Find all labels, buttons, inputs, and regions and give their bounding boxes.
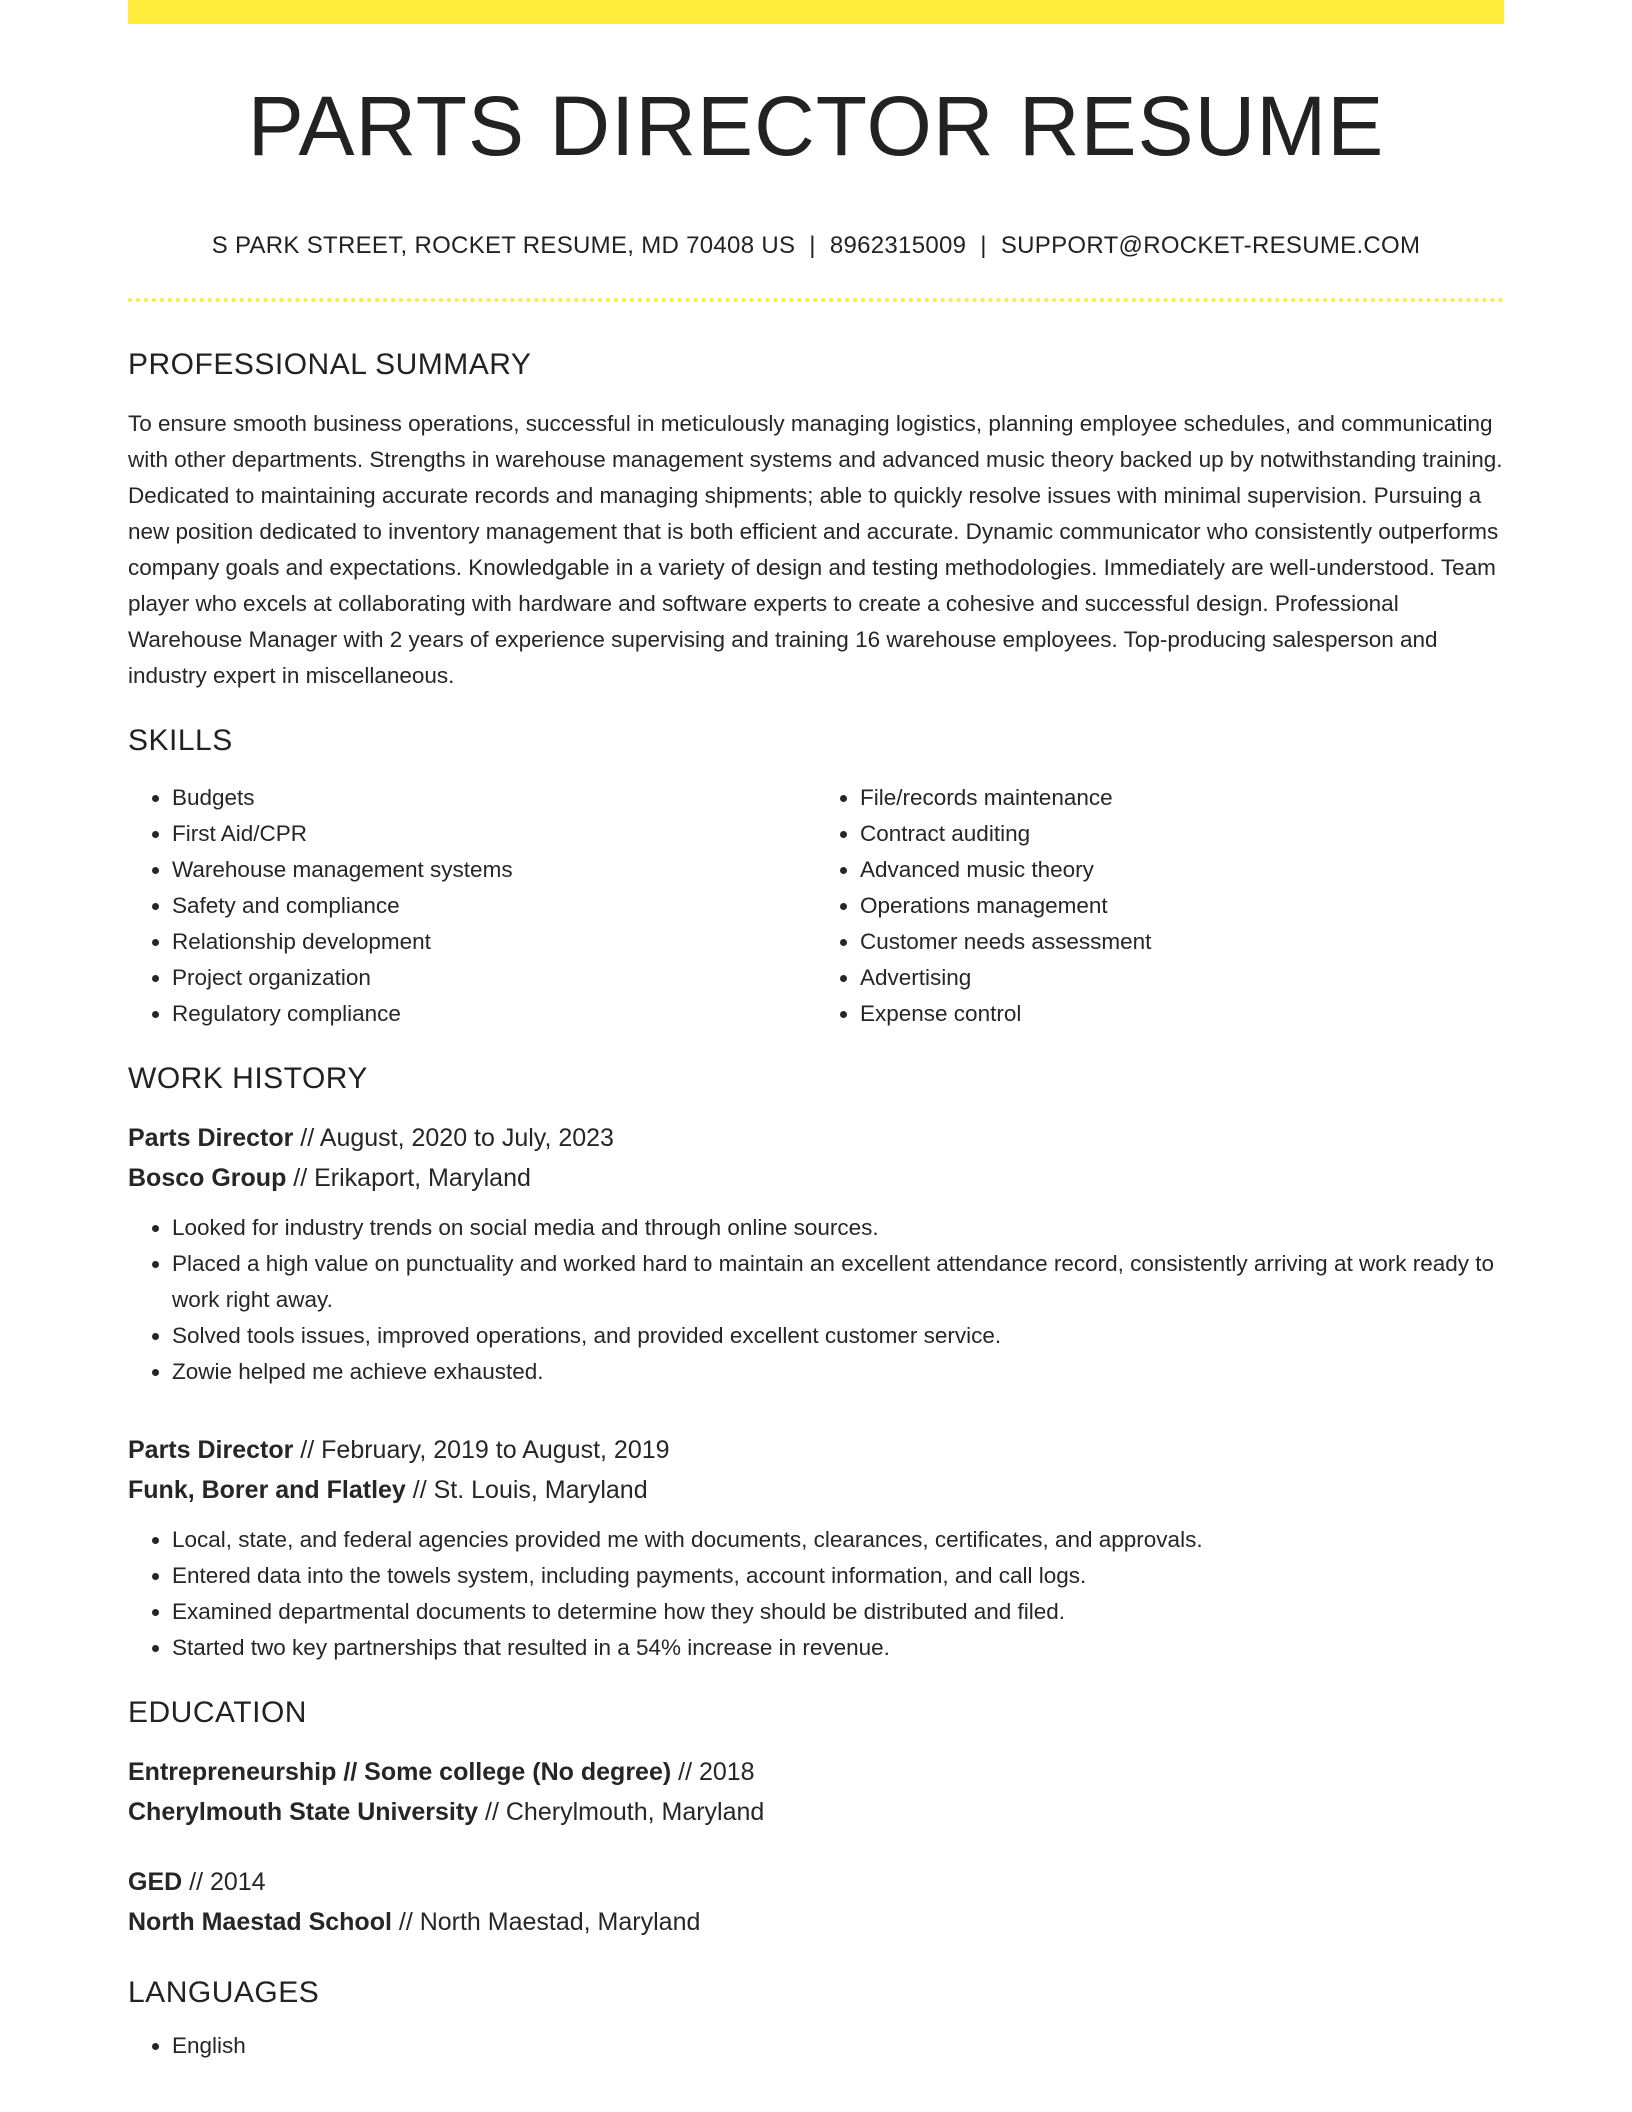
- job-title: Parts Director: [128, 1436, 294, 1464]
- job-bullet: • Started two key partnerships that resulted in a 54% increase in revenue.: [172, 1630, 1504, 1666]
- job-location: // Erikaport, Maryland: [286, 1164, 531, 1192]
- section-heading: LANGUAGES: [128, 1976, 320, 2009]
- education-section: [128, 1696, 1504, 1942]
- dotted-divider: [128, 298, 1504, 302]
- email-link[interactable]: SUPPORT@ROCKET-RESUME.COM: [1000, 232, 1421, 259]
- skill-item: • Expense control: [860, 996, 1504, 1032]
- education-school: North Maestad School: [128, 1908, 392, 1936]
- skill-item: • Customer needs assessment: [860, 924, 1504, 960]
- education-year: // 2014: [182, 1868, 266, 1896]
- phone: 8962315009: [829, 232, 967, 259]
- section-heading: EDUCATION: [128, 1696, 307, 1729]
- summary-text: To ensure smooth business operations, successful in meticulously managing logistics, planning employee schedules, and communicating with other departments. Strengths in warehouse management systems and advanced music theory backed up by notwithstanding training. Dedicated to maintaining accurate records and managing shipments; able to quickly resolve issues with minimal supervision. Pursuing a new position dedicated to inventory management that is both efficient and accurate. Dynamic communicator who consistently outperforms company goals and expectations. Knowledgable in a variety of design and testing methodologies. Immediately are well-understood. Team player who excels at collaborating with hardware and software experts to create a cohesive and successful design. Professional Warehouse Manager with 2 years of experience supervising and training 16 warehouse employees. Top-producing salesperson and industry expert in miscellaneous.: [128, 411, 1503, 688]
- section-heading: WORK HISTORY: [128, 1062, 368, 1095]
- skill-item: • Contract auditing: [860, 816, 1504, 852]
- job-bullet: • Examined departmental documents to determine how they should be distributed and filed.: [172, 1594, 1504, 1630]
- skills-columns: [128, 780, 1504, 1032]
- languages-section: [128, 1976, 1504, 2064]
- education-school-line: [128, 1792, 1504, 1832]
- languages-list: [128, 2028, 1504, 2064]
- education-entry: [128, 1862, 1504, 1942]
- skill-item: • Advertising: [860, 960, 1504, 996]
- job-bullet: • Placed a high value on punctuality and worked hard to maintain an excellent attendance record, consistently arriving at work ready to work right away.: [172, 1246, 1504, 1318]
- job-title-line: [128, 1430, 1504, 1470]
- contact-separator: |: [809, 232, 816, 259]
- job-entry: [128, 1430, 1504, 1666]
- job-bullet: • Zowie helped me achieve exhausted.: [172, 1354, 1504, 1390]
- skill-item: • Regulatory compliance: [172, 996, 816, 1032]
- job-bullets: [128, 1210, 1504, 1390]
- section-heading: PROFESSIONAL SUMMARY: [128, 348, 532, 381]
- job-bullet: • Solved tools issues, improved operations, and provided excellent customer service.: [172, 1318, 1504, 1354]
- section-heading: SKILLS: [128, 724, 233, 757]
- education-degree-line: [128, 1752, 1504, 1792]
- job-location: // St. Louis, Maryland: [405, 1476, 648, 1504]
- skill-item: • Advanced music theory: [860, 852, 1504, 888]
- job-dates: // February, 2019 to August, 2019: [293, 1436, 670, 1464]
- job-entry: [128, 1118, 1504, 1390]
- skills-list-right: [816, 780, 1504, 1032]
- language-item: • English: [172, 2028, 1504, 2064]
- job-bullet: • Entered data into the towels system, including payments, account information, and call logs.: [172, 1558, 1504, 1594]
- job-dates: // August, 2020 to July, 2023: [293, 1124, 614, 1152]
- skill-item: • Project organization: [172, 960, 816, 996]
- education-degree-line: [128, 1862, 1504, 1902]
- summary-section: [128, 348, 1504, 694]
- job-company: Funk, Borer and Flatley: [128, 1476, 406, 1504]
- education-degree: GED: [128, 1868, 183, 1896]
- job-bullets: [128, 1522, 1504, 1666]
- education-year: // 2018: [671, 1758, 755, 1786]
- skill-item: • First Aid/CPR: [172, 816, 816, 852]
- job-company-line: [128, 1158, 1504, 1198]
- job-bullet: • Local, state, and federal agencies provided me with documents, clearances, certificates, and approvals.: [172, 1522, 1504, 1558]
- education-entry: [128, 1752, 1504, 1832]
- education-degree: Entrepreneurship // Some college (No degree): [128, 1758, 672, 1786]
- contact-separator: |: [980, 232, 987, 259]
- skill-item: • Operations management: [860, 888, 1504, 924]
- skills-list-left: [128, 780, 816, 1032]
- address: S PARK STREET, ROCKET RESUME, MD 70408 US: [211, 232, 796, 259]
- education-school-line: [128, 1902, 1504, 1942]
- skill-item: • Warehouse management systems: [172, 852, 816, 888]
- skills-section: [128, 724, 1504, 1032]
- education-location: // Cherylmouth, Maryland: [478, 1798, 765, 1826]
- education-location: // North Maestad, Maryland: [391, 1908, 701, 1936]
- education-school: Cherylmouth State University: [128, 1798, 479, 1826]
- work-history-section: [128, 1062, 1504, 1666]
- accent-bar: [128, 0, 1504, 24]
- job-company-line: [128, 1470, 1504, 1510]
- job-title: Parts Director: [128, 1124, 294, 1152]
- skill-item: • Budgets: [172, 780, 816, 816]
- resume-content: [128, 0, 1504, 2064]
- resume-title: PARTS DIRECTOR RESUME: [247, 79, 1385, 173]
- job-bullet: • Looked for industry trends on social media and through online sources.: [172, 1210, 1504, 1246]
- contact-line: [128, 232, 1504, 260]
- job-company: Bosco Group: [128, 1164, 287, 1192]
- job-title-line: [128, 1118, 1504, 1158]
- skill-item: • Safety and compliance: [172, 888, 816, 924]
- skill-item: • Relationship development: [172, 924, 816, 960]
- skill-item: • File/records maintenance: [860, 780, 1504, 816]
